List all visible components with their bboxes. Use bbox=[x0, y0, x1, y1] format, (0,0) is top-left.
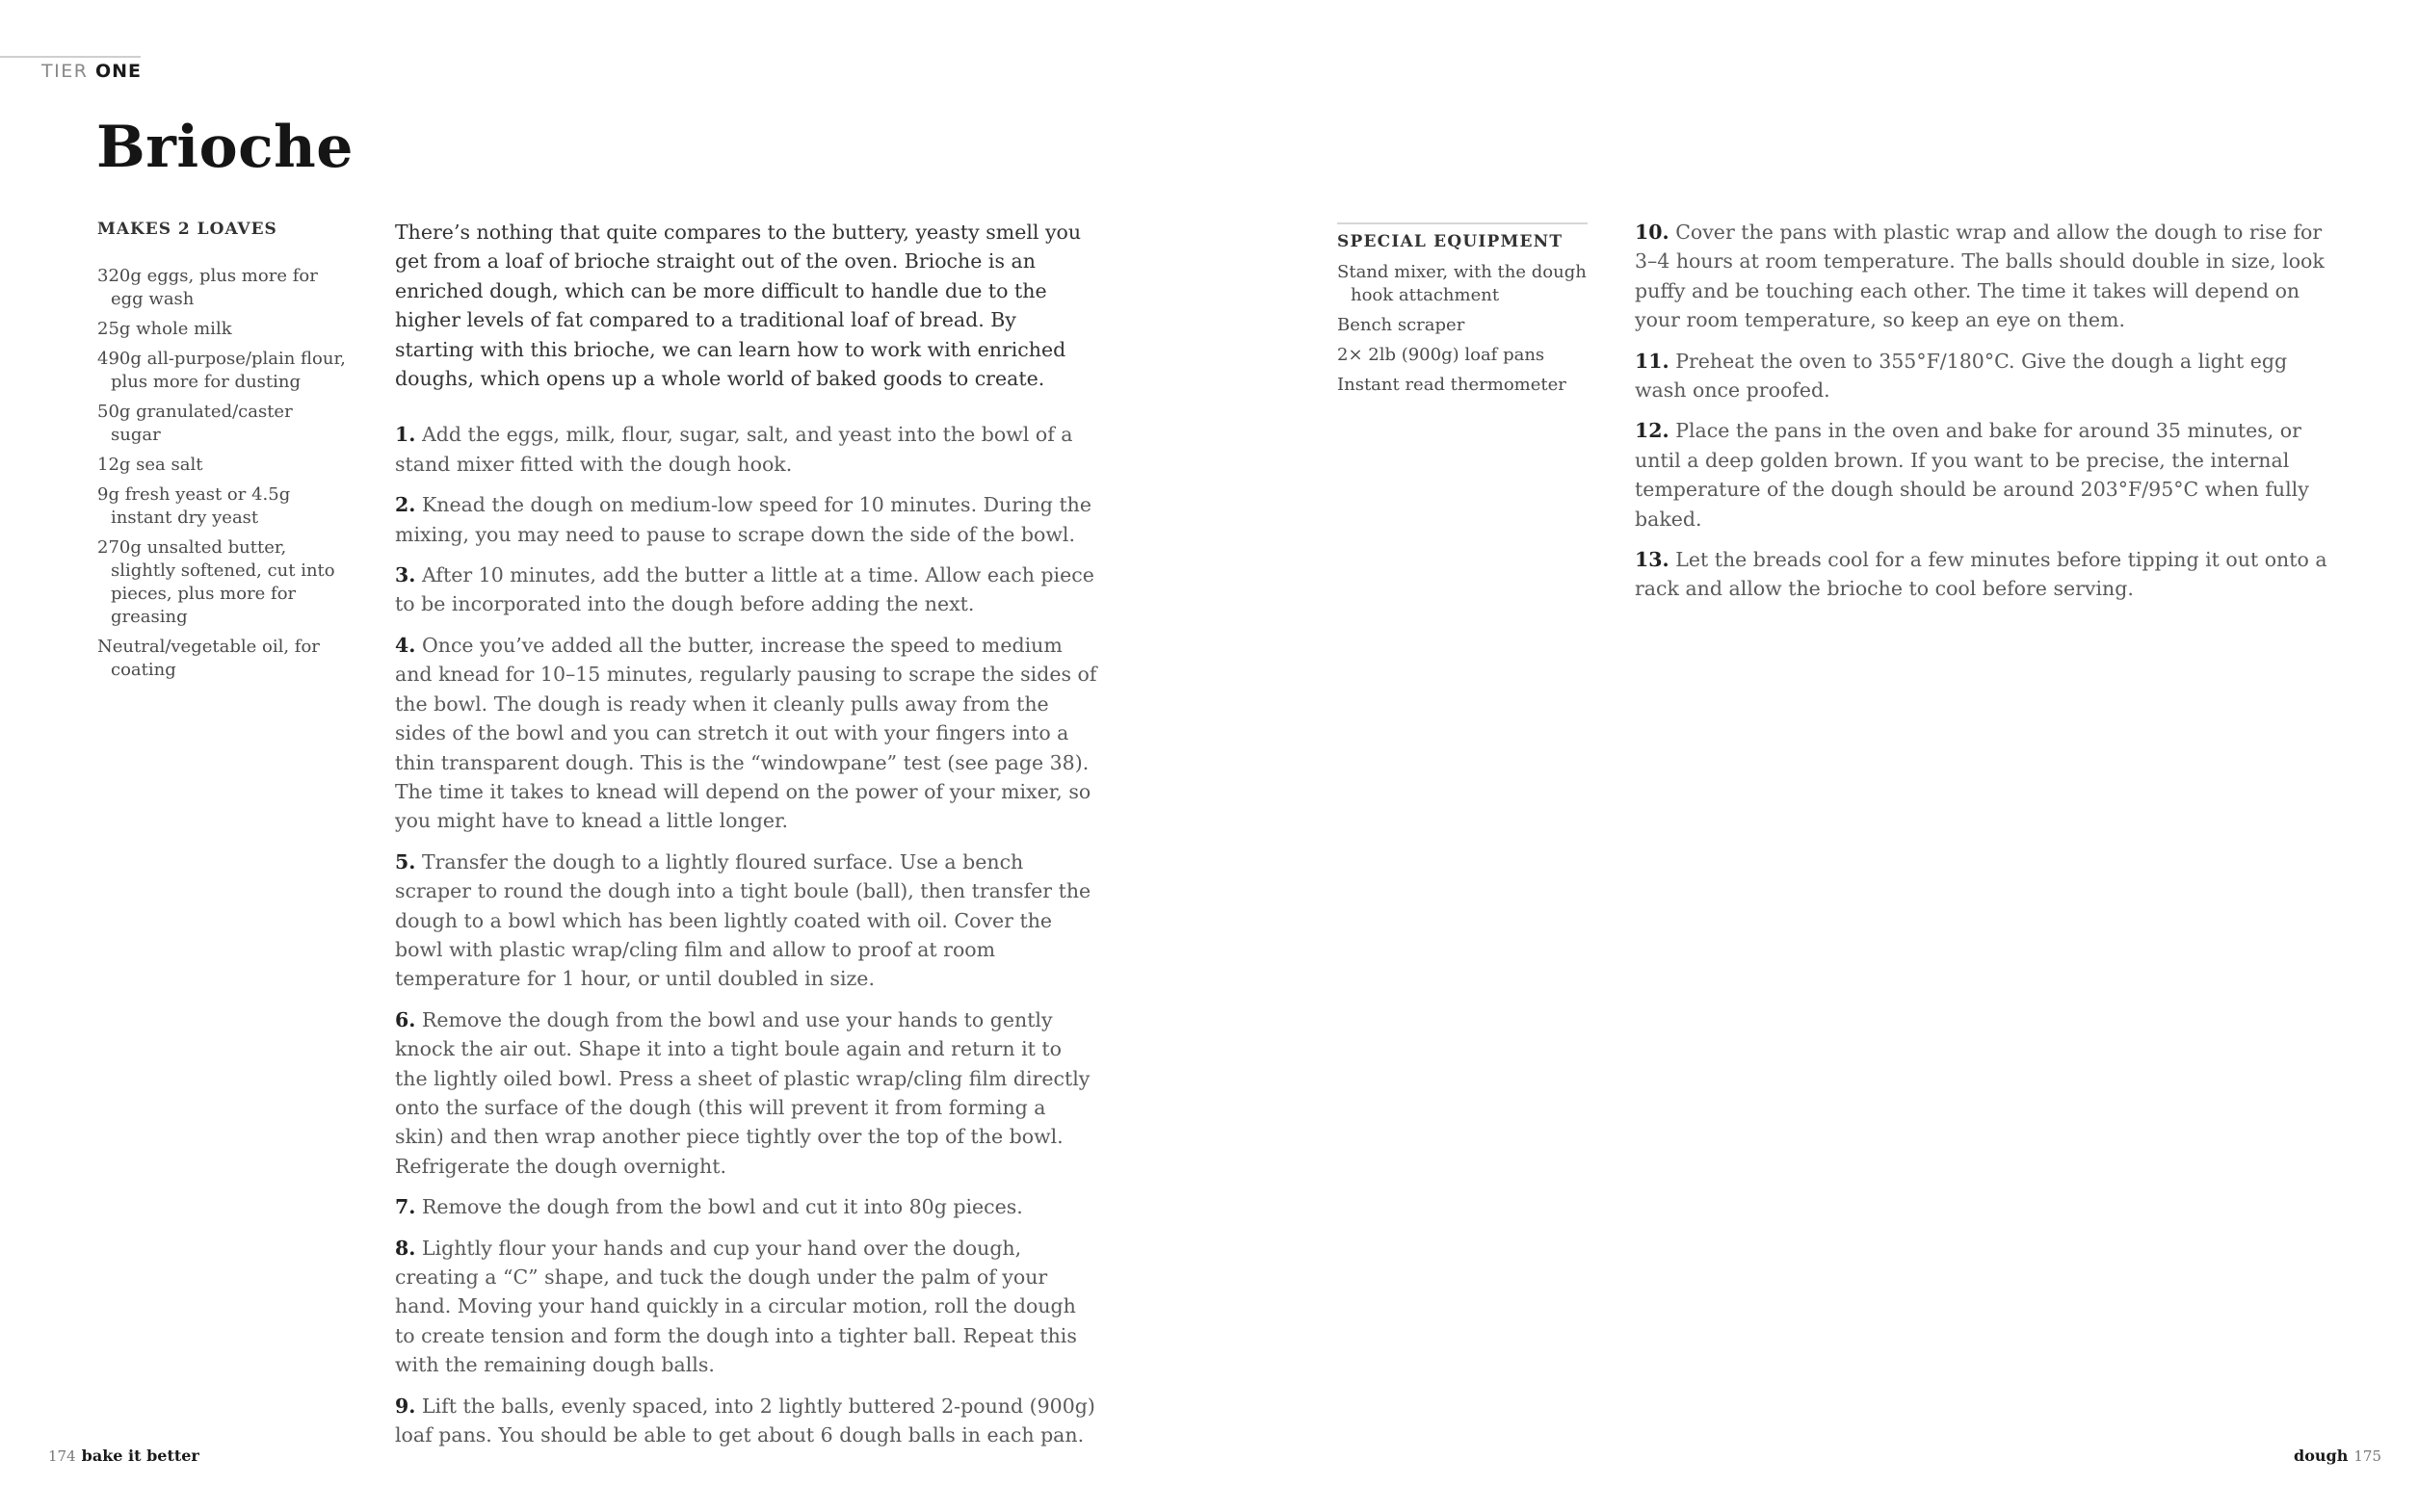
tier-level: ONE bbox=[94, 61, 143, 82]
step-number: 8. bbox=[395, 1236, 416, 1260]
step-number: 13. bbox=[1635, 548, 1669, 572]
book-title: bake it better bbox=[81, 1447, 199, 1465]
method-column-right bbox=[1635, 218, 2343, 615]
step-number: 4. bbox=[395, 633, 416, 657]
step-number: 12. bbox=[1635, 419, 1669, 443]
equipment-item: Stand mixer, with the dough hook attachment bbox=[1337, 262, 1587, 305]
step-text: Lift the balls, evenly spaced, into 2 lightly buttered 2-pound (900g) loaf pans. You should be able to get about 6 dough balls in each pan. bbox=[395, 1394, 1095, 1447]
equipment-heading: SPECIAL EQUIPMENT bbox=[1337, 232, 1564, 251]
equipment-item: Instant read thermometer bbox=[1337, 375, 1566, 395]
step-number: 6. bbox=[395, 1007, 416, 1031]
step-number: 3. bbox=[395, 563, 416, 587]
step-text: Remove the dough from the bowl and use your hands to gently knock the air out. Shape it into a tight boule again and return it to the lightly oiled bowl. Press a sheet of plastic wrap/cling film directly onto the surface of the dough (this will prevent it from forming a skin) and then wrap another piece tightly over the top of the bowl. Refrigerate the dough overnight. bbox=[395, 1007, 1091, 1178]
step-text: Once you’ve added all the butter, increase the speed to medium and knead for 10–15 minutes, regularly pausing to scrape the sides of the bowl. The dough is ready when it cleanly pulls away from the sides of the bowl and you can stretch it out with your fingers into a thin transparent dough. This is the “windowpane” test (see page 38). The time it takes to knead will depend on the power of your mixer, so you might have to knead a little longer. bbox=[395, 633, 1097, 833]
step-text: Cover the pans with plastic wrap and allow the dough to rise for 3–4 hours at room temperature. The balls should double in size, look puffy and be touching each other. The time it takes will depend on your room temperature, so keep an eye on them. bbox=[1635, 221, 2325, 332]
method-step bbox=[1635, 545, 2343, 604]
step-text: Transfer the dough to a lightly floured surface. Use a bench scraper to round the dough into a tight boule (ball), then transfer the dough to a bowl which has been lightly coated with oil. Cover the bowl with plastic wrap/cling film and allow to proof at room temperature for 1 hour, or until doubled in size. bbox=[395, 849, 1091, 991]
ingredient-item: 320g eggs, plus more for egg wash bbox=[97, 266, 318, 309]
tier-prefix: TIER bbox=[41, 61, 89, 82]
method-step bbox=[395, 490, 1098, 549]
method-step bbox=[395, 420, 1098, 479]
page-number-left: 174 bbox=[48, 1447, 76, 1465]
step-text: After 10 minutes, add the butter a little at a time. Allow each piece to be incorporated into the dough before adding the next. bbox=[395, 563, 1094, 616]
ingredient-item: 9g fresh yeast or 4.5g instant dry yeast bbox=[97, 484, 291, 528]
recipe-title: Brioche bbox=[96, 114, 354, 181]
page-number-right: 175 bbox=[2353, 1447, 2381, 1465]
intro-paragraph: There’s nothing that quite compares to the buttery, yeasty smell you get from a loaf of brioche straight out of the oven. Brioche is an enriched dough, which can be more difficult to handle due to the higher levels of fat compared to a traditional loaf of bread. By starting with this brioche, we can learn how to work with enriched doughs, which opens up a whole world of baked goods to create. bbox=[395, 221, 1082, 391]
method-step bbox=[395, 631, 1098, 836]
method-step bbox=[395, 1005, 1098, 1181]
step-text: Remove the dough from the bowl and cut it into 80g pieces. bbox=[421, 1195, 1023, 1219]
step-number: 2. bbox=[395, 493, 416, 517]
ingredient-item: 50g granulated/caster sugar bbox=[97, 402, 293, 445]
method-step bbox=[1635, 416, 2343, 534]
equipment-list bbox=[1337, 261, 1597, 404]
tier-label bbox=[41, 61, 142, 82]
step-number: 7. bbox=[395, 1195, 416, 1219]
ingredient-item: 490g all-purpose/plain flour, plus more for dusting bbox=[97, 349, 346, 392]
method-step bbox=[1635, 218, 2343, 335]
equipment-item: Bench scraper bbox=[1337, 315, 1465, 335]
section-name: dough bbox=[2294, 1447, 2349, 1465]
method-step bbox=[1635, 347, 2343, 405]
ingredient-item: Neutral/vegetable oil, for coating bbox=[97, 637, 320, 680]
method-step bbox=[395, 1234, 1098, 1380]
method-step bbox=[395, 1392, 1098, 1450]
yield-heading: MAKES 2 LOAVES bbox=[97, 220, 277, 239]
method-column-left bbox=[395, 218, 1098, 1461]
ingredient-item: 270g unsalted butter, slightly softened, cut into pieces, plus more for greasing bbox=[97, 537, 335, 627]
tier-rule bbox=[0, 56, 141, 58]
equipment-rule bbox=[1337, 222, 1588, 224]
step-number: 1. bbox=[395, 423, 416, 447]
ingredient-item: 12g sea salt bbox=[97, 455, 203, 475]
footer-right bbox=[2294, 1447, 2381, 1465]
step-text: Place the pans in the oven and bake for around 35 minutes, or until a deep golden brown. If you want to be precise, the internal temperature of the dough should be around 203°F/95°C when fully baked. bbox=[1635, 419, 2309, 531]
method-step bbox=[395, 1192, 1098, 1221]
ingredient-item: 25g whole milk bbox=[97, 319, 232, 339]
step-text: Let the breads cool for a few minutes before tipping it out onto a rack and allow the brioche to cool before serving. bbox=[1635, 548, 2327, 601]
step-text: Knead the dough on medium-low speed for 10 minutes. During the mixing, you may need to pause to scrape down the side of the bowl. bbox=[395, 493, 1092, 546]
equipment-item: 2× 2lb (900g) loaf pans bbox=[1337, 345, 1545, 365]
step-number: 9. bbox=[395, 1394, 416, 1418]
method-step bbox=[395, 560, 1098, 619]
method-step bbox=[395, 847, 1098, 994]
step-text: Preheat the oven to 355°F/180°C. Give the dough a light egg wash once proofed. bbox=[1635, 349, 2288, 403]
footer-left bbox=[48, 1447, 199, 1465]
step-text: Add the eggs, milk, flour, sugar, salt, and yeast into the bowl of a stand mixer fitted with the dough hook. bbox=[395, 423, 1073, 476]
step-number: 11. bbox=[1635, 349, 1669, 373]
ingredient-list bbox=[97, 265, 348, 689]
step-number: 5. bbox=[395, 849, 416, 873]
step-number: 10. bbox=[1635, 221, 1669, 244]
step-text: Lightly flour your hands and cup your hand over the dough, creating a “C” shape, and tuck the dough under the palm of your hand. Moving your hand quickly in a circular motion, roll the dough to create tension and form the dough into a tighter ball. Repeat this with the remaining dough balls. bbox=[395, 1236, 1077, 1377]
